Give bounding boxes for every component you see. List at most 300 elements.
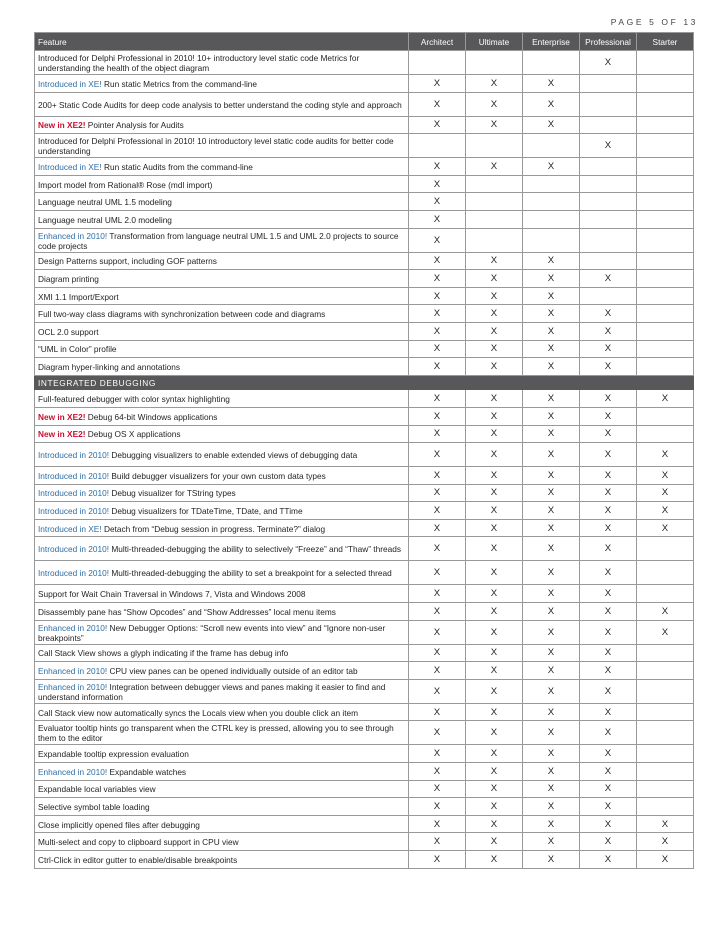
- enterprise-availability-mark: X: [523, 92, 580, 116]
- feature-text: 200+ Static Code Audits for deep code analysis to better understand the coding style and approach: [38, 99, 402, 110]
- starter-availability-mark: X: [637, 815, 694, 833]
- table-row: [35, 644, 694, 662]
- professional-availability-mark: X: [580, 51, 637, 75]
- professional-availability-mark: [580, 210, 637, 228]
- feature-cell: [35, 467, 409, 485]
- table-row: [35, 703, 694, 721]
- table-row: [35, 443, 694, 467]
- professional-availability-mark: [580, 228, 637, 252]
- feature-text: Support for Wait Chain Traversal in Windows 7, Vista and Windows 2008: [38, 589, 306, 600]
- professional-availability-mark: X: [580, 358, 637, 376]
- architect-availability-mark: X: [409, 287, 466, 305]
- feature-text: Run static Metrics from the command-line: [101, 78, 258, 89]
- feature-cell: [35, 833, 409, 851]
- table-row: [35, 798, 694, 816]
- enterprise-availability-mark: X: [523, 644, 580, 662]
- professional-availability-mark: X: [580, 467, 637, 485]
- feature-text: Diagram printing: [38, 273, 99, 284]
- enterprise-availability-mark: X: [523, 75, 580, 93]
- feature-text: “UML in Color” profile: [38, 344, 117, 355]
- enterprise-availability-mark: [523, 175, 580, 193]
- ultimate-availability-mark: X: [466, 358, 523, 376]
- feature-cell: [35, 443, 409, 467]
- starter-availability-mark: [637, 134, 694, 158]
- starter-availability-mark: [637, 158, 694, 176]
- feature-text: Language neutral UML 1.5 modeling: [38, 197, 172, 208]
- architect-availability-mark: X: [409, 833, 466, 851]
- starter-availability-mark: [637, 322, 694, 340]
- architect-availability-mark: [409, 51, 466, 75]
- feature-status-tag: Enhanced in 2010!: [38, 666, 108, 677]
- professional-availability-mark: X: [580, 833, 637, 851]
- feature-text: Disassembly pane has “Show Opcodes” and “Show Addresses” local menu items: [38, 606, 336, 617]
- ultimate-availability-mark: X: [466, 745, 523, 763]
- ultimate-availability-mark: X: [466, 798, 523, 816]
- starter-availability-mark: [637, 305, 694, 323]
- table-row: [35, 502, 694, 520]
- enterprise-availability-mark: [523, 51, 580, 75]
- feature-cell: [35, 116, 409, 134]
- professional-availability-mark: X: [580, 679, 637, 703]
- architect-availability-mark: X: [409, 193, 466, 211]
- feature-text: Debugging visualizers to enable extended views of debugging data: [109, 450, 358, 461]
- architect-availability-mark: X: [409, 679, 466, 703]
- architect-availability-mark: X: [409, 390, 466, 408]
- feature-text: Detach from “Debug session in progress. Terminate?” dialog: [101, 523, 326, 534]
- feature-cell: [35, 175, 409, 193]
- table-row: [35, 585, 694, 603]
- architect-availability-mark: X: [409, 425, 466, 443]
- starter-availability-mark: X: [637, 502, 694, 520]
- section-title: INTEGRATED DEBUGGING: [35, 375, 694, 390]
- professional-availability-mark: X: [580, 851, 637, 869]
- feature-text: Close implicitly opened files after debugging: [38, 819, 200, 830]
- feature-cell: [35, 815, 409, 833]
- architect-availability-mark: X: [409, 519, 466, 537]
- professional-availability-mark: X: [580, 620, 637, 644]
- feature-status-tag: Introduced in 2010!: [38, 544, 110, 555]
- table-row: [35, 358, 694, 376]
- architect-availability-mark: X: [409, 270, 466, 288]
- table-row: [35, 721, 694, 745]
- architect-availability-mark: X: [409, 644, 466, 662]
- starter-availability-mark: [637, 252, 694, 270]
- feature-cell: [35, 390, 409, 408]
- architect-availability-mark: X: [409, 780, 466, 798]
- enterprise-availability-mark: X: [523, 305, 580, 323]
- starter-availability-mark: [637, 358, 694, 376]
- ultimate-availability-mark: X: [466, 537, 523, 561]
- professional-availability-mark: [580, 158, 637, 176]
- professional-availability-mark: X: [580, 390, 637, 408]
- enterprise-availability-mark: X: [523, 561, 580, 585]
- architect-availability-mark: X: [409, 305, 466, 323]
- feature-cell: [35, 502, 409, 520]
- table-header-row: [35, 33, 694, 51]
- feature-text: Expandable local variables view: [38, 784, 156, 795]
- enterprise-availability-mark: X: [523, 798, 580, 816]
- table-row: [35, 116, 694, 134]
- feature-cell: [35, 780, 409, 798]
- table-row: [35, 763, 694, 781]
- enterprise-availability-mark: X: [523, 287, 580, 305]
- header-ultimate: Ultimate: [466, 33, 523, 51]
- professional-availability-mark: X: [580, 644, 637, 662]
- starter-availability-mark: [637, 75, 694, 93]
- feature-text: Integration between debugger views and panes making it easier to find and understand information: [38, 681, 386, 702]
- table-row: [35, 467, 694, 485]
- ultimate-availability-mark: X: [466, 519, 523, 537]
- enterprise-availability-mark: X: [523, 703, 580, 721]
- feature-status-tag: Introduced in 2010!: [38, 568, 110, 579]
- starter-availability-mark: X: [637, 851, 694, 869]
- feature-text: Introduced for Delphi Professional in 2010! 10+ introductory level static code Metrics for understanding the health of the object diagram: [38, 53, 360, 73]
- table-row: [35, 287, 694, 305]
- enterprise-availability-mark: X: [523, 851, 580, 869]
- header-starter: Starter: [637, 33, 694, 51]
- feature-status-tag: Introduced in 2010!: [38, 450, 110, 461]
- feature-text: New Debugger Options: “Scroll new events into view” and “Ignore non-user breakpoints”: [38, 622, 386, 643]
- feature-text: Pointer Analysis for Audits: [85, 120, 184, 131]
- ultimate-availability-mark: X: [466, 390, 523, 408]
- enterprise-availability-mark: X: [523, 662, 580, 680]
- header-architect: Architect: [409, 33, 466, 51]
- professional-availability-mark: [580, 116, 637, 134]
- starter-availability-mark: [637, 407, 694, 425]
- ultimate-availability-mark: [466, 193, 523, 211]
- feature-status-tag: Introduced in 2010!: [38, 488, 110, 499]
- professional-availability-mark: X: [580, 407, 637, 425]
- ultimate-availability-mark: X: [466, 305, 523, 323]
- feature-text: Evaluator tooltip hints go transparent when the CTRL key is pressed, allowing you to see through them to the editor: [38, 723, 394, 744]
- ultimate-availability-mark: X: [466, 502, 523, 520]
- table-row: [35, 322, 694, 340]
- starter-availability-mark: X: [637, 603, 694, 621]
- ultimate-availability-mark: X: [466, 603, 523, 621]
- starter-availability-mark: [637, 51, 694, 75]
- feature-text: Run static Audits from the command-line: [101, 161, 253, 172]
- ultimate-availability-mark: [466, 210, 523, 228]
- feature-text: Diagram hyper-linking and annotations: [38, 361, 181, 372]
- architect-availability-mark: X: [409, 322, 466, 340]
- feature-cell: [35, 703, 409, 721]
- feature-text: Multi-threaded-debugging the ability to set a breakpoint for a selected thread: [109, 568, 392, 579]
- feature-status-tag: Enhanced in 2010!: [38, 766, 108, 777]
- ultimate-availability-mark: X: [466, 585, 523, 603]
- professional-availability-mark: X: [580, 561, 637, 585]
- ultimate-availability-mark: X: [466, 815, 523, 833]
- table-row: [35, 679, 694, 703]
- ultimate-availability-mark: X: [466, 270, 523, 288]
- starter-availability-mark: [637, 210, 694, 228]
- architect-availability-mark: X: [409, 815, 466, 833]
- feature-text: Build debugger visualizers for your own custom data types: [109, 470, 326, 481]
- feature-cell: [35, 585, 409, 603]
- starter-availability-mark: X: [637, 390, 694, 408]
- feature-cell: [35, 603, 409, 621]
- feature-cell: [35, 158, 409, 176]
- feature-text: Multi-threaded-debugging the ability to selectively “Freeze” and “Thaw” threads: [109, 544, 401, 555]
- feature-cell: [35, 358, 409, 376]
- table-row: [35, 252, 694, 270]
- ultimate-availability-mark: X: [466, 721, 523, 745]
- table-row: [35, 815, 694, 833]
- feature-cell: [35, 305, 409, 323]
- architect-availability-mark: X: [409, 662, 466, 680]
- feature-text: Transformation from language neutral UML 1.5 and UML 2.0 projects to source code projects: [38, 230, 399, 251]
- feature-text: Full-featured debugger with color syntax highlighting: [38, 394, 230, 405]
- feature-text: Selective symbol table loading: [38, 802, 150, 813]
- ultimate-availability-mark: X: [466, 340, 523, 358]
- professional-availability-mark: X: [580, 443, 637, 467]
- enterprise-availability-mark: X: [523, 585, 580, 603]
- professional-availability-mark: [580, 92, 637, 116]
- feature-text: Multi-select and copy to clipboard support in CPU view: [38, 837, 239, 848]
- feature-cell: [35, 340, 409, 358]
- ultimate-availability-mark: X: [466, 484, 523, 502]
- feature-text: Design Patterns support, including GOF patterns: [38, 256, 217, 267]
- feature-text: Expandable tooltip expression evaluation: [38, 749, 189, 760]
- architect-availability-mark: X: [409, 502, 466, 520]
- enterprise-availability-mark: X: [523, 780, 580, 798]
- architect-availability-mark: X: [409, 763, 466, 781]
- enterprise-availability-mark: X: [523, 390, 580, 408]
- enterprise-availability-mark: X: [523, 270, 580, 288]
- ultimate-availability-mark: X: [466, 407, 523, 425]
- starter-availability-mark: [637, 780, 694, 798]
- starter-availability-mark: [637, 561, 694, 585]
- architect-availability-mark: X: [409, 340, 466, 358]
- ultimate-availability-mark: X: [466, 425, 523, 443]
- architect-availability-mark: X: [409, 467, 466, 485]
- professional-availability-mark: X: [580, 134, 637, 158]
- feature-cell: [35, 407, 409, 425]
- starter-availability-mark: [637, 662, 694, 680]
- feature-text: CPU view panes can be opened individually outside of an editor tab: [107, 666, 358, 677]
- professional-availability-mark: X: [580, 425, 637, 443]
- starter-availability-mark: X: [637, 620, 694, 644]
- feature-text: Debug visualizer for TString types: [109, 488, 236, 499]
- feature-status-tag: Introduced in 2010!: [38, 506, 110, 517]
- table-row: [35, 210, 694, 228]
- starter-availability-mark: X: [637, 443, 694, 467]
- starter-availability-mark: [637, 703, 694, 721]
- enterprise-availability-mark: X: [523, 833, 580, 851]
- feature-status-tag: Introduced in 2010!: [38, 470, 110, 481]
- starter-availability-mark: [637, 679, 694, 703]
- table-row: [35, 390, 694, 408]
- enterprise-availability-mark: X: [523, 537, 580, 561]
- ultimate-availability-mark: X: [466, 780, 523, 798]
- feature-cell: [35, 92, 409, 116]
- feature-text: Debug OS X applications: [85, 429, 181, 440]
- architect-availability-mark: X: [409, 721, 466, 745]
- table-row: [35, 561, 694, 585]
- table-row: [35, 484, 694, 502]
- starter-availability-mark: [637, 644, 694, 662]
- table-row: [35, 51, 694, 75]
- ultimate-availability-mark: X: [466, 703, 523, 721]
- starter-availability-mark: [637, 537, 694, 561]
- table-row: [35, 158, 694, 176]
- architect-availability-mark: X: [409, 561, 466, 585]
- feature-cell: [35, 228, 409, 252]
- feature-status-tag: New in XE2!: [38, 120, 86, 131]
- feature-cell: [35, 537, 409, 561]
- enterprise-availability-mark: X: [523, 679, 580, 703]
- ultimate-availability-mark: X: [466, 443, 523, 467]
- feature-text: Debug 64-bit Windows applications: [85, 411, 218, 422]
- enterprise-availability-mark: X: [523, 340, 580, 358]
- ultimate-availability-mark: X: [466, 679, 523, 703]
- feature-text: Introduced for Delphi Professional in 2010! 10 introductory level static code audits for better code understanding: [38, 136, 394, 157]
- starter-availability-mark: [637, 340, 694, 358]
- professional-availability-mark: [580, 193, 637, 211]
- enterprise-availability-mark: X: [523, 815, 580, 833]
- enterprise-availability-mark: X: [523, 158, 580, 176]
- professional-availability-mark: X: [580, 763, 637, 781]
- feature-status-tag: Enhanced in 2010!: [38, 622, 108, 633]
- feature-cell: [35, 851, 409, 869]
- professional-availability-mark: X: [580, 519, 637, 537]
- enterprise-availability-mark: X: [523, 519, 580, 537]
- feature-status-tag: Enhanced in 2010!: [38, 681, 108, 692]
- feature-cell: [35, 210, 409, 228]
- professional-availability-mark: X: [580, 703, 637, 721]
- enterprise-availability-mark: [523, 193, 580, 211]
- feature-cell: [35, 798, 409, 816]
- enterprise-availability-mark: X: [523, 116, 580, 134]
- feature-text: Full two-way class diagrams with synchronization between code and diagrams: [38, 309, 326, 320]
- architect-availability-mark: X: [409, 620, 466, 644]
- feature-cell: [35, 745, 409, 763]
- feature-cell: [35, 561, 409, 585]
- professional-availability-mark: X: [580, 780, 637, 798]
- ultimate-availability-mark: X: [466, 116, 523, 134]
- enterprise-availability-mark: X: [523, 443, 580, 467]
- feature-cell: [35, 620, 409, 644]
- architect-availability-mark: X: [409, 92, 466, 116]
- page-number: PAGE 5 OF 13: [610, 17, 698, 27]
- feature-cell: [35, 252, 409, 270]
- architect-availability-mark: X: [409, 484, 466, 502]
- professional-availability-mark: X: [580, 798, 637, 816]
- feature-text: Debug visualizers for TDateTime, TDate, and TTime: [109, 506, 303, 517]
- feature-status-tag: Introduced in XE!: [38, 523, 102, 534]
- table-row: [35, 851, 694, 869]
- starter-availability-mark: [637, 270, 694, 288]
- professional-availability-mark: [580, 75, 637, 93]
- feature-text: Call Stack view now automatically syncs the Locals view when you double click an item: [38, 707, 359, 718]
- feature-status-tag: Introduced in XE!: [38, 161, 102, 172]
- starter-availability-mark: [637, 721, 694, 745]
- starter-availability-mark: [637, 92, 694, 116]
- ultimate-availability-mark: [466, 228, 523, 252]
- ultimate-availability-mark: X: [466, 252, 523, 270]
- feature-cell: [35, 644, 409, 662]
- ultimate-availability-mark: X: [466, 833, 523, 851]
- professional-availability-mark: [580, 175, 637, 193]
- architect-availability-mark: X: [409, 228, 466, 252]
- professional-availability-mark: [580, 252, 637, 270]
- feature-text: Ctrl-Click in editor gutter to enable/disable breakpoints: [38, 854, 238, 865]
- feature-cell: [35, 679, 409, 703]
- feature-cell: [35, 763, 409, 781]
- architect-availability-mark: [409, 134, 466, 158]
- feature-status-tag: New in XE2!: [38, 429, 86, 440]
- table-row: [35, 425, 694, 443]
- ultimate-availability-mark: X: [466, 851, 523, 869]
- ultimate-availability-mark: [466, 51, 523, 75]
- table-row: [35, 340, 694, 358]
- starter-availability-mark: [637, 116, 694, 134]
- feature-text: OCL 2.0 support: [38, 326, 99, 337]
- ultimate-availability-mark: [466, 175, 523, 193]
- feature-cell: [35, 134, 409, 158]
- architect-availability-mark: X: [409, 585, 466, 603]
- architect-availability-mark: X: [409, 443, 466, 467]
- header-feature: Feature: [35, 33, 409, 51]
- enterprise-availability-mark: X: [523, 763, 580, 781]
- table-row: [35, 519, 694, 537]
- enterprise-availability-mark: X: [523, 425, 580, 443]
- enterprise-availability-mark: X: [523, 603, 580, 621]
- table-row: [35, 537, 694, 561]
- professional-availability-mark: X: [580, 603, 637, 621]
- feature-text: Call Stack View shows a glyph indicating if the frame has debug info: [38, 648, 289, 659]
- enterprise-availability-mark: X: [523, 358, 580, 376]
- ultimate-availability-mark: X: [466, 561, 523, 585]
- enterprise-availability-mark: X: [523, 502, 580, 520]
- table-row: [35, 175, 694, 193]
- starter-availability-mark: [637, 585, 694, 603]
- feature-status-tag: Introduced in XE!: [38, 78, 102, 89]
- professional-availability-mark: X: [580, 502, 637, 520]
- enterprise-availability-mark: X: [523, 484, 580, 502]
- professional-availability-mark: X: [580, 815, 637, 833]
- professional-availability-mark: X: [580, 340, 637, 358]
- ultimate-availability-mark: X: [466, 620, 523, 644]
- enterprise-availability-mark: [523, 228, 580, 252]
- feature-status-tag: New in XE2!: [38, 411, 86, 422]
- ultimate-availability-mark: X: [466, 763, 523, 781]
- ultimate-availability-mark: X: [466, 92, 523, 116]
- starter-availability-mark: [637, 193, 694, 211]
- ultimate-availability-mark: X: [466, 662, 523, 680]
- starter-availability-mark: [637, 175, 694, 193]
- table-row: [35, 662, 694, 680]
- feature-text: Import model from Rational® Rose (mdl import): [38, 179, 213, 190]
- architect-availability-mark: X: [409, 158, 466, 176]
- professional-availability-mark: X: [580, 484, 637, 502]
- table-row: [35, 745, 694, 763]
- feature-cell: [35, 721, 409, 745]
- architect-availability-mark: X: [409, 407, 466, 425]
- feature-cell: [35, 322, 409, 340]
- table-body: [35, 51, 694, 869]
- feature-cell: [35, 270, 409, 288]
- architect-availability-mark: X: [409, 252, 466, 270]
- professional-availability-mark: X: [580, 305, 637, 323]
- table-row: [35, 780, 694, 798]
- feature-text: Expandable watches: [107, 766, 187, 777]
- table-row: [35, 228, 694, 252]
- feature-cell: [35, 425, 409, 443]
- section-header-row: [35, 375, 694, 390]
- professional-availability-mark: X: [580, 322, 637, 340]
- professional-availability-mark: X: [580, 721, 637, 745]
- professional-availability-mark: X: [580, 270, 637, 288]
